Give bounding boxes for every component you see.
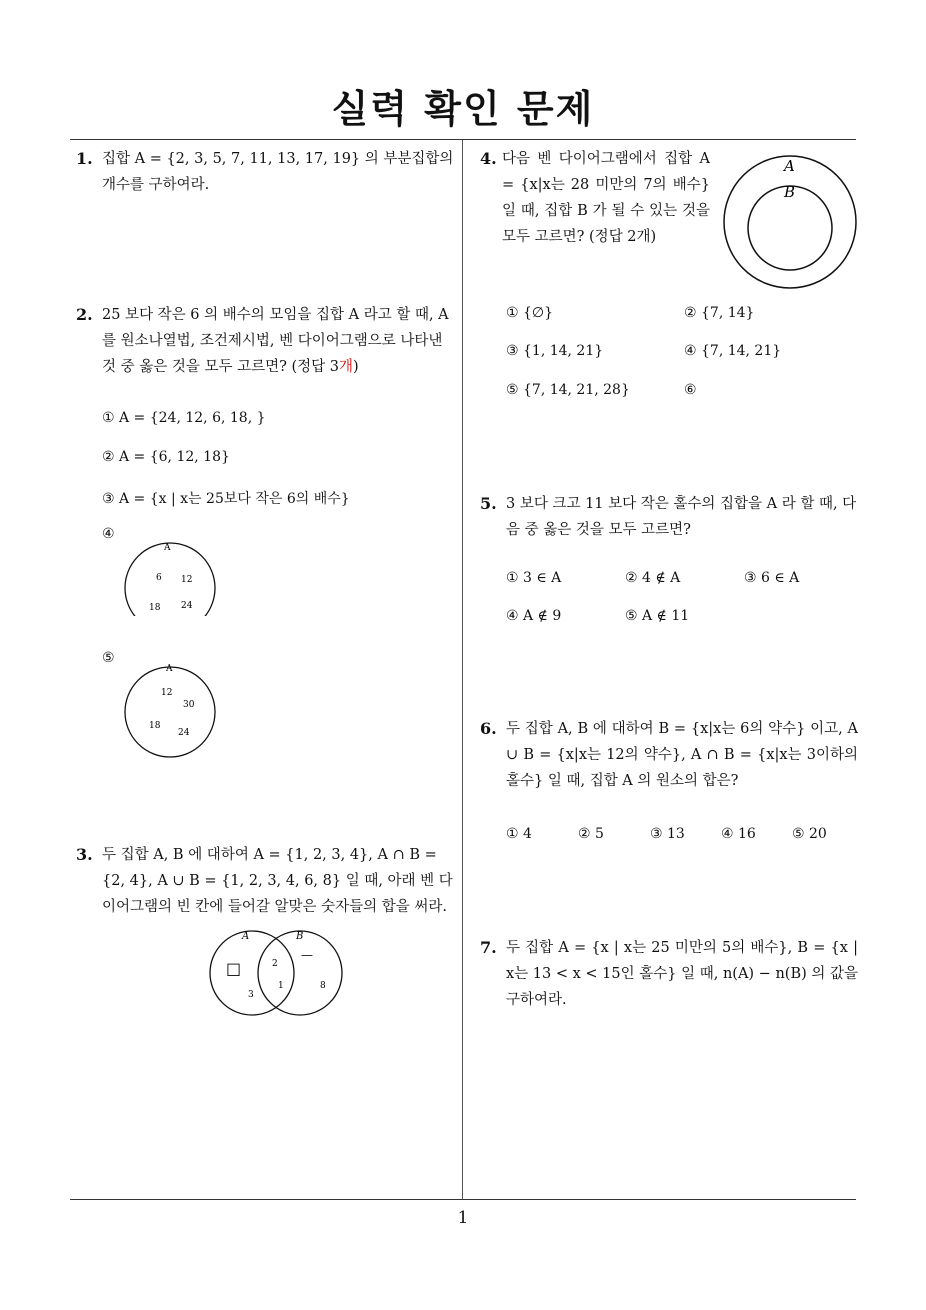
venn-number: 12	[181, 575, 193, 585]
q3-venn-diagram	[200, 922, 350, 1018]
question-number: 7.	[480, 938, 497, 957]
q5-option-3[interactable]: ③ 6 ∈ A	[744, 570, 800, 586]
q6-option-4[interactable]: ④ 16	[721, 826, 756, 842]
question-text: 다음 벤 다이어그램에서 집합 A = {x|x는 28 미만의 7의 배수} 일 때, 집합 B 가 될 수 있는 것을 모두 고르면? (정답 2개)	[502, 151, 710, 245]
q5-option-4[interactable]: ④ A ∉ 9	[506, 608, 562, 624]
q2-option-2[interactable]: ② A = {6, 12, 18}	[102, 449, 230, 465]
q5-option-2[interactable]: ② 4 ∉ A	[625, 570, 681, 586]
q4-option-5[interactable]: ⑤ {7, 14, 21, 28}	[506, 382, 630, 398]
q4-option-4[interactable]: ④ {7, 14, 21}	[684, 343, 782, 359]
question-number: 5.	[480, 494, 497, 513]
question-7	[480, 935, 858, 1013]
q5-option-1[interactable]: ① 3 ∈ A	[506, 570, 562, 586]
q6-option-1[interactable]: ① 4	[506, 826, 532, 842]
q6-option-2[interactable]: ② 5	[578, 826, 604, 842]
question-4	[480, 146, 710, 250]
question-text: 두 집합 A = {x | x는 25 미만의 5의 배수}, B = {x | x는 13 < x < 15인 홀수} 일 때, n(A) − n(B) 의 값을 구하여라.	[506, 940, 858, 1008]
question-2	[76, 302, 456, 380]
question-text-end: )	[353, 359, 359, 375]
question-number: 6.	[480, 719, 497, 738]
q2-venn-diagram-5	[118, 660, 224, 760]
q6-option-3[interactable]: ③ 13	[650, 826, 685, 842]
venn-number: 8	[320, 981, 326, 991]
question-text: 두 집합 A, B 에 대하여 B = {x|x는 6의 약수} 이고, A ∪ B = {x|x는 12의 약수}, A ∩ B = {x|x는 3이하의 홀수} 일 때, 집합 A 의 원소의 합은?	[506, 721, 858, 789]
question-text: 집합 A = {2, 3, 5, 7, 11, 13, 17, 19} 의 부분집합의 개수를 구하여라.	[102, 151, 454, 193]
venn-number: 6	[156, 573, 162, 583]
question-text: 3 보다 크고 11 보다 작은 홀수의 집합을 A 라 할 때, 다음 중 옳은 것을 모두 고르면?	[506, 496, 857, 538]
question-number: 1.	[76, 149, 93, 168]
top-rule	[70, 139, 856, 140]
venn-number: 18	[149, 603, 161, 613]
q2-venn-diagram-4	[118, 540, 224, 616]
q2-option-4[interactable]: ④	[102, 526, 115, 542]
question-text-main: 25 보다 작은 6 의 배수의 모임을 집합 A 라고 할 때, A 를 원소나열법, 조건제시법, 벤 다이어그램으로 나타낸 것 중 옳은 것을 모두 고르면? (정답 3	[102, 307, 449, 375]
venn-label-a: A	[242, 931, 250, 942]
question-text	[76, 302, 456, 380]
question-number: 3.	[76, 845, 93, 864]
question-number: 4.	[480, 149, 497, 168]
q4-option-2[interactable]: ② {7, 14}	[684, 305, 755, 321]
q5-option-5[interactable]: ⑤ A ∉ 11	[625, 608, 690, 624]
column-divider	[462, 140, 463, 1200]
bottom-rule	[70, 1199, 856, 1200]
q4-venn-diagram	[720, 150, 860, 295]
highlight-text: 개	[339, 359, 354, 375]
question-3	[76, 842, 456, 920]
question-1	[76, 146, 456, 198]
venn-number: 18	[149, 721, 161, 731]
venn-label: A	[166, 664, 173, 674]
venn-number: 2	[272, 959, 278, 969]
venn-number: 24	[178, 728, 190, 738]
venn-number: 12	[161, 688, 173, 698]
question-5	[480, 491, 858, 543]
q4-option-1[interactable]: ① {∅}	[506, 305, 554, 321]
q4-option-3[interactable]: ③ {1, 14, 21}	[506, 343, 604, 359]
venn-number: 24	[181, 601, 193, 611]
q2-option-1[interactable]: ① A = {24, 12, 6, 18, }	[102, 410, 266, 426]
page-title: 실력 확인 문제	[331, 87, 595, 131]
page-number: 1	[457, 1208, 469, 1228]
venn-number: 30	[183, 700, 195, 710]
q2-option-5[interactable]: ⑤	[102, 650, 115, 666]
blank-box: □	[226, 959, 242, 978]
q2-option-3[interactable]: ③ A = {x | x는 25보다 작은 6의 배수}	[102, 491, 350, 507]
question-number: 2.	[76, 305, 93, 324]
venn-number: 3	[248, 990, 254, 1000]
blank-dash: —	[301, 948, 313, 962]
q6-option-5[interactable]: ⑤ 20	[792, 826, 827, 842]
q4-option-6[interactable]: ⑥	[684, 382, 697, 398]
venn-label: A	[164, 543, 171, 553]
venn-label-b: B	[784, 183, 796, 201]
venn-number: 1	[278, 981, 284, 991]
venn-label-b: B	[296, 931, 304, 942]
venn-label-a: A	[784, 157, 795, 175]
question-text: 두 집합 A, B 에 대하여 A = {1, 2, 3, 4}, A ∩ B = {2, 4}, A ∪ B = {1, 2, 3, 4, 6, 8} 일 때, 아래 벤 다이어그램의 빈 칸에 들어갈 알맞은 숫자들의 합을 써라.	[102, 847, 453, 915]
question-6	[480, 716, 858, 794]
